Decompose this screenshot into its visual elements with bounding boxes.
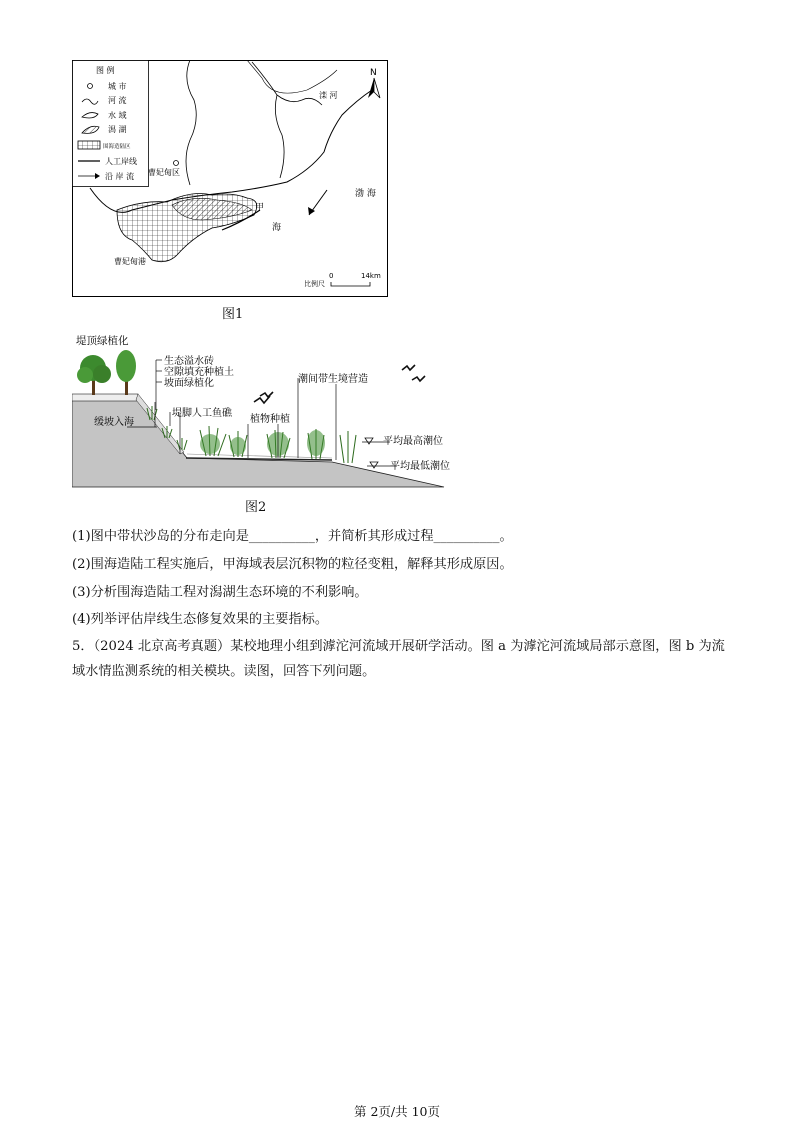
label-gentle-slope: 缓坡入海 [94, 417, 134, 428]
legend-reclamation: 围海造陆区 [103, 144, 131, 150]
legend-city: 城 市 [108, 82, 127, 91]
scale-max: 14km [361, 272, 381, 280]
tide-marker-icon [370, 462, 378, 468]
label-area-jia: 甲 [255, 203, 265, 213]
legend-water: 水 域 [108, 111, 127, 120]
tree-icon [77, 355, 111, 395]
label-city: 曹妃甸区 [148, 168, 180, 177]
legend-shore: 人工岸线 [105, 157, 137, 166]
question-2: (2)围海造陆工程实施后，甲海域表层沉积物的粒径变粗，解释其形成原因。 [72, 557, 513, 572]
label-high-tide: 平均最高潮位 [383, 436, 443, 447]
question-3: (3)分析围海造陆工程对潟湖生态环境的不利影响。 [72, 585, 368, 600]
figure1-map [72, 60, 388, 297]
scale-zero: 0 [329, 272, 334, 280]
legend-river: 河 流 [108, 96, 127, 105]
city-marker [174, 161, 179, 166]
legend-title: 图 例 [96, 66, 115, 75]
question-4: (4)列举评估岸线生态修复效果的主要指标。 [72, 612, 329, 627]
reclamation-grid-icon [78, 141, 100, 149]
legend-lagoon: 潟 湖 [108, 125, 127, 134]
label-dam-top: 堤顶绿植化 [76, 335, 129, 347]
scale-label: 比例尺 [304, 280, 325, 288]
label-intertidal: 潮间带生境营造 [298, 374, 368, 385]
legend-current: 沿 岸 流 [105, 172, 135, 181]
label-planting: 植物种植 [250, 414, 290, 425]
question-1: (1)图中带状沙岛的分布走向是__________，并简析其形成过程__________。 [72, 529, 513, 544]
figure1-caption: 图1 [222, 307, 244, 322]
figure2-caption: 图2 [245, 500, 267, 515]
label-sea: 渤 海 [355, 189, 376, 199]
tree-icon [116, 350, 136, 395]
question-5: 5．（2024 北京高考真题）某校地理小组到滹沱河流域开展研学活动。图 a 为滹沱河流域局部示意图，图 b 为流域水情监测系统的相关模块。读图，回答下列问题。 [72, 639, 725, 679]
eco-brick-layer [72, 394, 138, 401]
tide-marker-icon [365, 438, 373, 444]
figure2-section [72, 330, 450, 490]
label-slope-green: 坡面绿植化 [164, 378, 214, 389]
north-label: N [370, 68, 377, 78]
page-footer: 第 2页/共 10页 [353, 1104, 441, 1119]
label-sea-mid: 海 [272, 223, 282, 233]
label-fish-reef: 堤脚人工鱼礁 [172, 408, 232, 419]
label-port: 曹妃甸港 [114, 257, 146, 266]
label-river: 滦 河 [319, 91, 338, 100]
label-void-fill: 空隙填充种植土 [164, 367, 234, 378]
label-eco-brick: 生态溢水砖 [164, 356, 214, 367]
label-low-tide: 平均最低潮位 [390, 461, 450, 472]
